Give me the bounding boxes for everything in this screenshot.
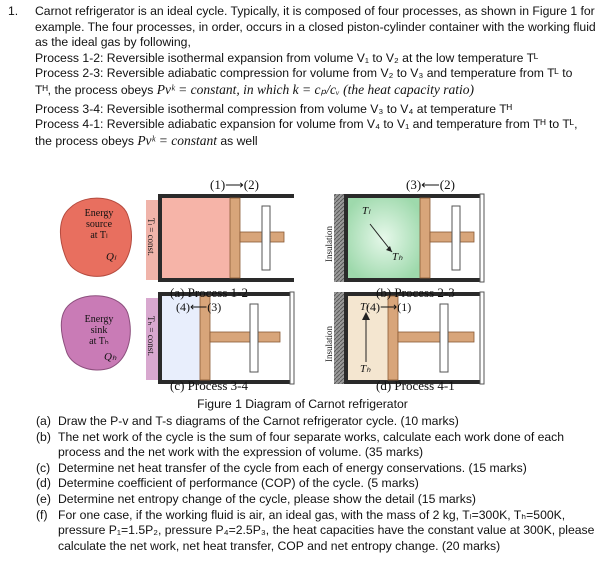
process-2-3-line1: Process 2-3: Reversible adiabatic compression for volume from V₂ to V₃ and temperature from Tᴸ to bbox=[35, 66, 573, 81]
b-temp-low: Tₗ bbox=[362, 205, 370, 217]
gas-b bbox=[348, 198, 420, 278]
question-text: Determine net entropy change of the cycle, please show the detail (15 marks) bbox=[58, 491, 476, 506]
gas-a bbox=[162, 198, 230, 278]
piston-rod-a-end bbox=[262, 206, 270, 270]
b-temp-high: Tₕ bbox=[392, 251, 403, 263]
problem-intro bbox=[8, 4, 600, 51]
d-temp-high: Tₕ bbox=[360, 363, 371, 375]
const-c: Tₕ = const. bbox=[146, 316, 156, 356]
question-label: (b) bbox=[36, 429, 51, 444]
question-text: For one case, if the working fluid is air, an ideal gas, with the mass of 2 kg, Tₗ=300K, Tₕ=500K, pressure P₁=1.5P₂, pressure P₄=2.5P₃, the heat capacities have the constant value at 300K, please calculate the net work, net heat transfer, COP and net entropy change. (20 marks) bbox=[58, 507, 595, 553]
cylinder-d-wall bbox=[344, 292, 348, 384]
piston-b bbox=[420, 198, 430, 278]
process-2-3-prefix: Tᴴ, the process obeys bbox=[35, 82, 154, 97]
cylinder-b-end bbox=[480, 194, 484, 282]
label-b-caption: (b) Process 2-3 bbox=[376, 285, 455, 300]
process-4-1-line1: Process 4-1: Reversible adiabatic expansion for volume from V₄ to V₁ and temperature from Tᴴ to Tᴸ, bbox=[35, 117, 578, 132]
question-text: Determine net heat transfer of the cycle from each of energy conservations. (15 marks) bbox=[58, 460, 527, 475]
process-4-1-prefix: the process obeys bbox=[35, 133, 134, 148]
label-c-top: (4)⟵(3) bbox=[176, 300, 222, 314]
piston-rod-c-end bbox=[250, 304, 258, 372]
label-a-top: (1)⟶(2) bbox=[210, 177, 259, 192]
source-line2: source bbox=[85, 219, 113, 230]
piston-rod-d bbox=[398, 332, 474, 342]
figure-caption: Figure 1 Diagram of Carnot refrigerator bbox=[197, 397, 408, 411]
question-f bbox=[36, 508, 600, 555]
question-label: (f) bbox=[36, 507, 48, 522]
question-label: (a) bbox=[36, 414, 51, 428]
question-d bbox=[36, 476, 600, 492]
problem-number: 1. bbox=[8, 4, 19, 18]
cylinder-b-bottom bbox=[344, 278, 480, 282]
label-d-top: (4)⟶(1) bbox=[366, 300, 412, 314]
carnot-figure bbox=[0, 166, 605, 396]
question-e bbox=[36, 492, 600, 508]
question-label: (d) bbox=[36, 476, 51, 491]
source-heat: Qₗ bbox=[106, 251, 116, 263]
sink-line2: sink bbox=[90, 325, 108, 336]
d-temp-low: Tₗ bbox=[360, 301, 368, 313]
problem-statement bbox=[8, 4, 600, 149]
label-c-caption: (c) Process 3-4 bbox=[170, 378, 248, 393]
cylinder-b-top bbox=[344, 194, 480, 198]
source-line3: at Tₗ bbox=[90, 230, 108, 241]
cylinder-a-top bbox=[158, 194, 294, 198]
question-a bbox=[36, 414, 600, 430]
panel-b bbox=[334, 194, 484, 282]
process-3-4: Process 3-4: Reversible isothermal compression from volume V₃ to V₄ at temperature Tᴴ bbox=[35, 101, 512, 116]
process-4-1-line2 bbox=[8, 133, 600, 150]
insulation-d-label: Insulation bbox=[324, 326, 334, 362]
question-c bbox=[36, 461, 600, 477]
process-2-3-equation: Pvᵏ = constant, in which k = cₚ/cᵥ (the heat capacity ratio) bbox=[156, 81, 474, 97]
process-4-1-equation: Pvᵏ = constant bbox=[137, 132, 217, 148]
sink-text bbox=[78, 314, 120, 347]
cylinder-c-end bbox=[290, 292, 294, 384]
label-b-top: (3)⟵(2) bbox=[406, 177, 455, 192]
process-2-3-line2 bbox=[8, 82, 600, 99]
figure-drawing bbox=[0, 166, 605, 396]
cylinder-a-bottom bbox=[158, 278, 294, 282]
question-label: (e) bbox=[36, 491, 51, 506]
sink-line1: Energy bbox=[84, 314, 114, 325]
cylinder-c-wall bbox=[158, 292, 162, 384]
cylinder-b-wall bbox=[344, 194, 348, 282]
piston-a bbox=[230, 198, 240, 278]
piston-rod-c bbox=[210, 332, 280, 342]
question-label: (c) bbox=[36, 460, 51, 475]
label-d-caption: (d) Process 4-1 bbox=[376, 378, 455, 393]
cylinder-d-end bbox=[480, 292, 484, 384]
question-text: Draw the P-v and T-s diagrams of the Carnot refrigerator cycle. (10 marks) bbox=[58, 414, 459, 428]
question-text: Determine coefficient of performance (COP) of the cycle. (5 marks) bbox=[58, 476, 419, 491]
insulation-b-label: Insulation bbox=[324, 226, 334, 262]
process-4-1-suffix: as well bbox=[220, 133, 258, 148]
cylinder-a-wall bbox=[158, 194, 162, 282]
piston-rod-d-end bbox=[440, 304, 448, 372]
question-text: The net work of the cycle is the sum of four separate works, calculate each work done of each process and the net work with the expression of volume. (35 marks) bbox=[58, 429, 565, 460]
sink-heat: Qₕ bbox=[104, 351, 117, 363]
source-line1: Energy bbox=[84, 208, 114, 219]
question-list bbox=[36, 414, 600, 554]
question-b bbox=[36, 430, 600, 461]
label-a-caption: (a) Process 1-2 bbox=[170, 285, 248, 300]
source-text bbox=[78, 208, 120, 241]
const-a: Tₗ = const. bbox=[146, 218, 156, 256]
sink-line3: at Tₕ bbox=[89, 336, 109, 347]
process-1-2: Process 1-2: Reversible isothermal expansion from volume V₁ to V₂ at the low temperature Tᴸ bbox=[35, 50, 539, 65]
intro-text: Carnot refrigerator is an ideal cycle. Typically, it is composed of four processes, as shown in Figure 1 for example. The four processes, in order, occurs in a closed piston-cylinder container with the working fluid as the ideal gas by following, bbox=[35, 4, 596, 50]
piston-rod-b-end bbox=[452, 206, 460, 270]
